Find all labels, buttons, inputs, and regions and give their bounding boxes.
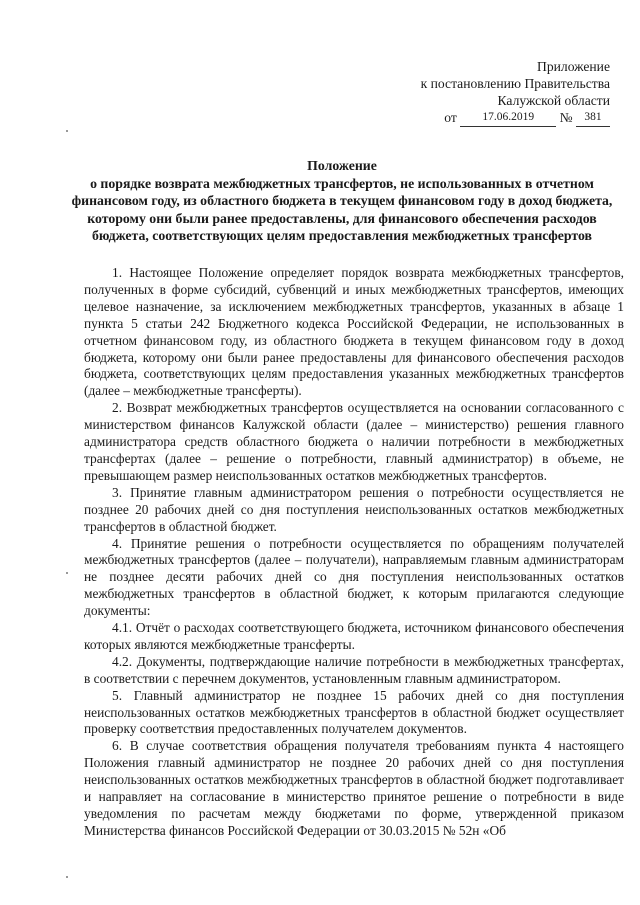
document-title [62, 157, 622, 245]
number-value: 381 [584, 111, 602, 123]
appendix-line-3: Калужской области [497, 93, 610, 108]
paragraph-1: 1. Настоящее Положение определяет порядок возврата межбюджетных трансфертов, полученных в форме субсидий, субвенций и иных межбюджетных трансфертов, имеющих целевое назначение, за исключением межбюджетных трансфертов, указанных в абзаце 1 пункта 5 статьи 242 Бюджетного кодекса Российской Федерации, не использованных в отчетном финансовом году, из областного бюджета в текущем финансовом году в доход бюджета, которому они были ранее предоставлены для финансового обеспечения расходов бюджета, соответствующих целям предоставления указанных межбюджетных трансфертов (далее – межбюджетные трансферты). [84, 265, 624, 399]
scan-mark [66, 876, 68, 878]
number-field [576, 111, 610, 127]
paragraph-5: 5. Главный администратор не позднее 15 рабочих дней со дня поступления неиспользованных остатков межбюджетных трансфертов в областной бюджет осуществляет проверку соответствия предоставленных получателем документов. [84, 687, 624, 737]
appendix-line-1: Приложение [537, 59, 610, 74]
paragraph-4: 4. Принятие решения о потребности осуществляется по обращениям получателей межбюджетных трансфертов (далее – получатели), направляемым главным администраторам не позднее десяти рабочих дней со дня поступления неиспользованных остатков межбюджетных трансфертов в областной бюджет, к которым прилагаются следующие документы: [84, 535, 624, 619]
paragraph-3: 3. Принятие главным администратором решения о потребности осуществляется не позднее 20 рабочих дней со дня поступления неиспользованных остатков межбюджетных трансфертов в областной бюджет. [84, 484, 624, 534]
number-sign: № [559, 110, 573, 125]
title-heading: Положение [307, 158, 377, 173]
date-prefix: от [444, 110, 457, 125]
date-value: 17.06.2019 [482, 111, 535, 123]
document-body [84, 265, 624, 840]
date-field [460, 111, 556, 127]
paragraph-4-2: 4.2. Документы, подтверждающие наличие потребности в межбюджетных трансфертах, в соответствии с перечнем документов, установленным главным администратором. [84, 653, 624, 686]
scan-mark [66, 130, 68, 132]
appendix-line-2: к постановлению Правительства [420, 76, 610, 91]
title-subtitle: о порядке возврата межбюджетных трансфертов, не использованных в отчетном финансовом году, из областного бюджета в текущем финансовом году в доход бюджета, которому они были ранее предоставлены, для финансового обеспечения расходов бюджета, соответствующих целям предоставления межбюджетных трансфертов [71, 175, 613, 243]
appendix-date-line [310, 109, 610, 127]
paragraph-6: 6. В случае соответствия обращения получателя требованиям пункта 4 настоящего Положения главный администратор не позднее 20 рабочих дней со дня поступления неиспользованных остатков межбюджетных трансфертов в областной бюджет подготавливает и направляет на согласование в министерство принятое решение о потребности в виде уведомления по расчетам между бюджетами по форме, утвержденной приказом Министерства финансов Российской Федерации от 30.03.2015 № 52н «Об [84, 738, 624, 838]
paragraph-4-1: 4.1. Отчёт о расходах соответствующего бюджета, источником финансового обеспечения которых являются межбюджетные трансферты. [84, 620, 624, 652]
paragraph-2: 2. Возврат межбюджетных трансфертов осуществляется на основании согласованного с министерством финансов Калужской области (далее – министерство) решения главного администратора средств областного бюджета о наличии потребности в межбюджетных трансфертах (далее – решение о потребности, главный администратор) в объеме, не превышающем размер неиспользованных остатков межбюджетных трансфертов. [84, 400, 624, 483]
scan-mark [66, 572, 68, 574]
appendix-block [310, 58, 610, 127]
